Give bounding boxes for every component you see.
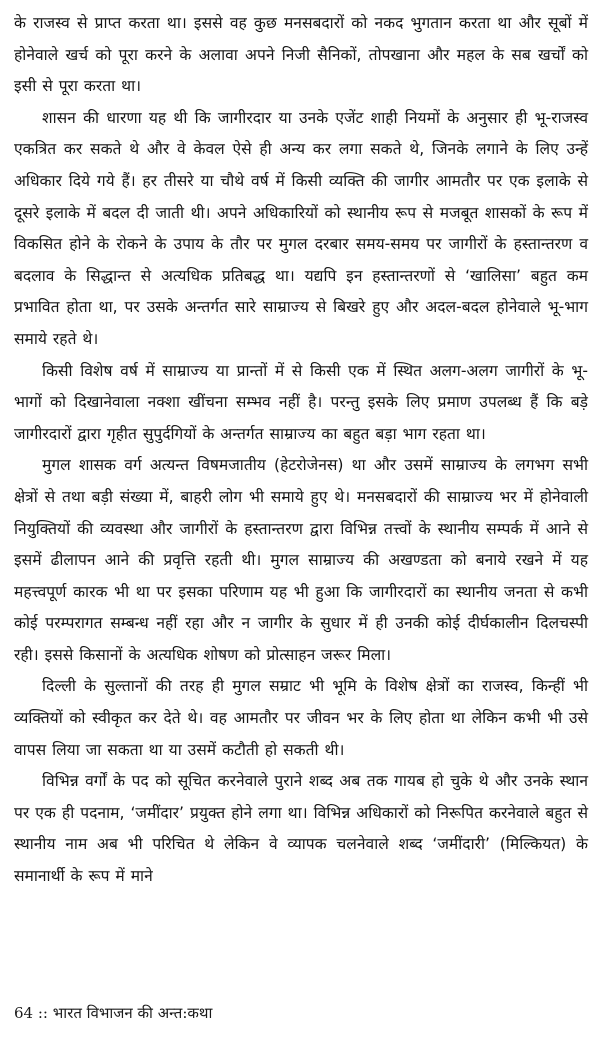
page-footer (14, 1003, 212, 1023)
paragraph-5: दिल्ली के सुल्तानों की तरह ही मुगल सम्राट भी भूमि के विशेष क्षेत्रों का राजस्व, किन्हीं भी व्यक्तियों को स्वीकृत कर देते थे। वह आमतौर पर जीवन भर के लिए होता था लेकिन कभी भी उसे वापस लिया जा सकता था या उसमें कटौती हो सकती थी। (14, 677, 588, 759)
footer-separator: :: (37, 1004, 48, 1022)
paragraph-2: शासन की धारणा यह थी कि जागीरदार या उनके एजेंट शाही नियमों के अनुसार ही भू-राजस्व एकत्रित कर सकते थे और वे केवल ऐसे ही अन्य कर लगा सकते थे, जिनके लगाने के लिए उन्हें अधिकार दिये गये हैं। हर तीसरे या चौथे वर्ष में किसी व्यक्ति की जागीर आमतौर पर एक इलाके से दूसरे इलाके में बदल दी जाती थी। अपने अधिकारियों को स्थानीय रूप से मजबूत शासकों के रूप में विकसित होने के रोकने के उपाय के तौर पर मुगल दरबार समय-समय पर जागीरों के हस्तान्तरण व बदलाव के सिद्धान्त से अत्यधिक प्रतिबद्ध था। यद्यपि इन हस्तान्तरणों से ‘खालिसा’ बहुत कम प्रभावित होता था, पर उसके अन्तर्गत सारे साम्राज्य से बिखरे हुए और अदल-बदल होनेवाले भू-भाग समाये रहते थे। (14, 108, 588, 348)
page-number: 64 (14, 1004, 34, 1022)
paragraph-4: मुगल शासक वर्ग अत्यन्त विषमजातीय (हेटरोजेनस) था और उसमें साम्राज्य के लगभग सभी क्षेत्रों से तथा बड़ी संख्या में, बाहरी लोग भी समाये हुए थे। मनसबदारों की साम्राज्य भर में होनेवाली नियुक्तियों की व्यवस्था और जागीरों के हस्तान्तरण द्वारा विभिन्न तत्त्वों के स्थानीय सम्पर्क में आने से इसमें ढीलापन आने की प्रवृत्ति रहती थी। मुगल साम्राज्य की अखण्डता को बनाये रखने में यह महत्त्वपूर्ण कारक भी था पर इसका परिणाम यह भी हुआ कि जागीरदारों का स्थानीय जनता से कभी कोई परम्परागत सम्बन्ध नहीं रहा और न जागीर के सुधार में ही उनकी कोई दीर्घकालीन दिलचस्पी रही। इससे किसानों के अत्यधिक शोषण को प्रोत्साहन जरूर मिला। (14, 456, 588, 664)
book-title: भारत विभाजन की अन्त:कथा (52, 1004, 213, 1022)
paragraph-3: किसी विशेष वर्ष में साम्राज्य या प्रान्तों में से किसी एक में स्थित अलग-अलग जागीरों के भू-भागों को दिखानेवाला नक्शा खींचना सम्भव नहीं है। परन्तु इसके लिए प्रमाण उपलब्ध हैं कि बड़े जागीरदारों द्वारा गृहीत सुपुर्दगियों के अन्तर्गत साम्राज्य का बहुत बड़ा भाग रहता था। (14, 361, 588, 443)
paragraph-1: के राजस्व से प्राप्त करता था। इससे वह कुछ मनसबदारों को नकद भुगतान करता था और सूबों में होनेवाले खर्च को पूरा करने के अलावा अपने निजी सैनिकों, तोपखाना और महल के सब खर्चों को इसी से पूरा करता था। (14, 14, 588, 96)
paragraph-6: विभिन्न वर्गों के पद को सूचित करनेवाले पुराने शब्द अब तक गायब हो चुके थे और उनके स्थान पर एक ही पदनाम, ‘जमींदार’ प्रयुक्त होने लगा था। विभिन्न अधिकारों को निरूपित करनेवाले बहुत से स्थानीय नाम अब भी परिचित थे लेकिन वे व्यापक चलनेवाले शब्द ‘जमींदारी’ (मिल्कियत) के समानार्थी के रूप में माने (14, 772, 588, 886)
